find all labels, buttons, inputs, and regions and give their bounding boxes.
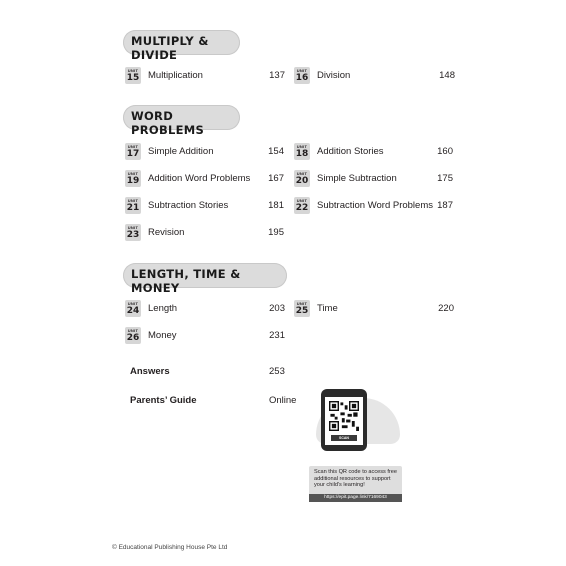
unit-title: Time — [317, 303, 338, 314]
section-banner-word-problems — [123, 105, 240, 137]
answers-label: Answers — [130, 366, 170, 377]
unit-row — [294, 170, 456, 188]
section-title: MULTIPLY & DIVIDE — [131, 34, 209, 62]
qr-info-box — [309, 466, 402, 502]
unit-row — [125, 143, 285, 161]
unit-badge: UNIT 20 — [295, 171, 309, 186]
unit-row — [125, 67, 285, 85]
phone-screen — [325, 397, 363, 445]
unit-row — [125, 170, 285, 188]
unit-row — [294, 67, 456, 85]
unit-badge: UNIT 23 — [126, 225, 140, 240]
page-number: 160 — [437, 146, 453, 157]
section-title: WORD PROBLEMS — [131, 109, 205, 137]
unit-row — [125, 327, 285, 345]
copyright-footer: © Educational Publishing House Pte Ltd — [112, 544, 228, 551]
scan-button[interactable]: SCAN — [331, 435, 357, 441]
qr-code-icon[interactable] — [329, 401, 359, 431]
unit-row — [125, 300, 285, 318]
unit-badge: UNIT 19 — [126, 171, 140, 186]
page-number: 137 — [269, 70, 285, 81]
page-number: 148 — [439, 70, 455, 81]
unit-title: Subtraction Stories — [148, 200, 229, 211]
unit-title: Money — [148, 330, 177, 341]
unit-row — [294, 197, 456, 215]
section-banner-length-time-money — [123, 263, 287, 295]
unit-badge: UNIT 18 — [295, 144, 309, 159]
section-title: LENGTH, TIME & MONEY — [131, 267, 241, 295]
unit-title: Addition Word Problems — [148, 173, 251, 184]
page-number: 154 — [268, 146, 284, 157]
answers-page: 253 — [269, 366, 285, 377]
page-number: 203 — [269, 303, 285, 314]
unit-row — [125, 197, 285, 215]
unit-title: Simple Addition — [148, 146, 214, 157]
unit-row — [294, 143, 456, 161]
unit-badge: UNIT 17 — [126, 144, 140, 159]
unit-badge: UNIT 26 — [126, 328, 140, 343]
unit-badge: UNIT 16 — [295, 68, 309, 83]
parents-guide-label: Parents’ Guide — [130, 395, 197, 406]
unit-title: Multiplication — [148, 70, 203, 81]
unit-title: Addition Stories — [317, 146, 384, 157]
page-number: 220 — [438, 303, 454, 314]
unit-badge: UNIT 22 — [295, 198, 309, 213]
page-number: 181 — [268, 200, 284, 211]
qr-note-text: Scan this QR code to access free additional resources to support your child's learning! — [314, 469, 398, 488]
page-number: 167 — [268, 173, 284, 184]
unit-title: Length — [148, 303, 178, 314]
unit-badge: UNIT 24 — [126, 301, 140, 316]
page-number: 195 — [268, 227, 284, 238]
unit-badge: UNIT 21 — [126, 198, 140, 213]
unit-row — [125, 224, 285, 242]
unit-title: Revision — [148, 227, 185, 238]
unit-badge: UNIT 25 — [295, 301, 309, 316]
unit-row — [294, 300, 456, 318]
qr-url-link[interactable]: https://epit.page.link/7169043 — [309, 494, 402, 502]
unit-badge: UNIT 15 — [126, 68, 140, 83]
unit-title: Division — [317, 70, 351, 81]
unit-title: Simple Subtraction — [317, 173, 397, 184]
page-number: 231 — [269, 330, 285, 341]
page-number: 187 — [437, 200, 453, 211]
unit-title: Subtraction Word Problems — [317, 200, 433, 211]
parents-guide-page: Online — [269, 395, 297, 406]
page-number: 175 — [437, 173, 453, 184]
phone-icon — [321, 389, 367, 451]
section-banner-multiply-divide — [123, 30, 240, 62]
